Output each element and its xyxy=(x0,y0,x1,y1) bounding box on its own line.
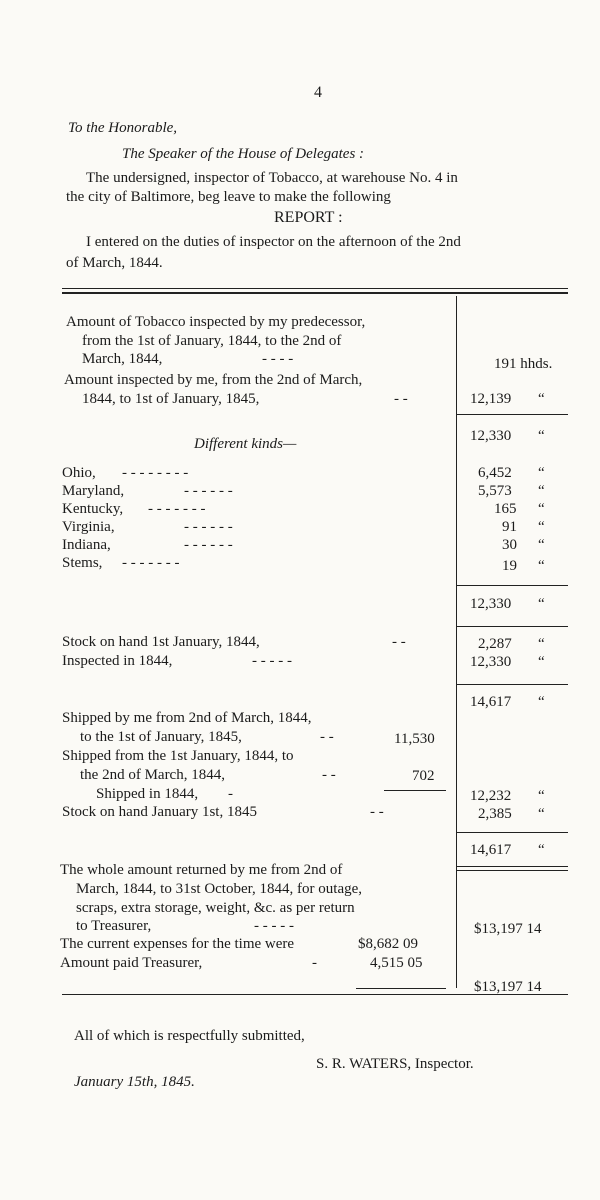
stock-end-ditto: “ xyxy=(538,806,545,822)
total-1-ditto: “ xyxy=(538,428,545,444)
kind-name: Kentucky, xyxy=(62,501,124,517)
inspected-ditto: “ xyxy=(538,654,545,670)
closing-line: All of which is respectfully submitted, xyxy=(74,1028,305,1044)
shipped-me-dots: - - xyxy=(320,729,334,745)
stock-start-label: Stock on hand 1st January, 1844, xyxy=(62,634,260,650)
total-rule-2 xyxy=(456,585,568,586)
shipped-before-value: 702 xyxy=(412,768,435,784)
subtotal-rule xyxy=(384,790,446,791)
kind-value: 165 xyxy=(494,501,517,517)
returned-dots: - - - - - xyxy=(254,918,294,934)
kind-value: 5,573 xyxy=(478,483,512,499)
kind-ditto: “ xyxy=(538,537,545,553)
kind-name: Virginia, xyxy=(62,519,115,535)
shipped-me-line-2: to the 1st of January, 1845, xyxy=(80,729,242,745)
returned-line-1: The whole amount returned by me from 2nd of xyxy=(60,862,343,878)
kinds-heading: Different kinds— xyxy=(194,436,297,452)
kind-dots: - - - - - - xyxy=(184,537,233,553)
intro-line-2: the city of Baltimore, beg leave to make the following xyxy=(66,189,391,205)
total-3-ditto: “ xyxy=(538,694,545,710)
total-3-value: 14,617 xyxy=(470,694,512,710)
predecessor-line-2: from the 1st of January, 1844, to the 2nd of xyxy=(82,333,342,349)
expenses-value: $8,682 09 xyxy=(358,936,418,952)
returned-line-4: to Treasurer, xyxy=(76,918,152,934)
kind-dots: - - - - - - - - xyxy=(122,465,189,481)
stock-start-value: 2,287 xyxy=(478,636,512,652)
kind-ditto: “ xyxy=(538,558,545,574)
inspected-value: 12,330 xyxy=(470,654,512,670)
total-rule-6b xyxy=(456,870,568,871)
top-rule-2 xyxy=(62,292,568,294)
shipped-me-value: 11,530 xyxy=(394,731,435,747)
total-2-ditto: “ xyxy=(538,596,545,612)
kind-dots: - - - - - - - xyxy=(148,501,206,517)
kind-name: Stems, xyxy=(62,555,103,571)
by-me-ditto: “ xyxy=(538,391,545,407)
kind-value: 30 xyxy=(502,537,517,553)
by-me-dots: - - xyxy=(394,391,408,407)
kind-dots: - - - - - - - xyxy=(122,555,180,571)
column-separator xyxy=(456,296,457,988)
stock-end-value: 2,385 xyxy=(478,806,512,822)
total-1-value: 12,330 xyxy=(470,428,512,444)
returned-line-3: scraps, extra storage, weight, &c. as per return xyxy=(76,900,355,916)
kind-ditto: “ xyxy=(538,519,545,535)
kind-value: 91 xyxy=(502,519,517,535)
address-line-1: To the Honorable, xyxy=(68,120,178,136)
by-me-value: 12,139 xyxy=(470,391,512,407)
shipped-total-dots: - xyxy=(228,786,233,802)
predecessor-line-3: March, 1844, xyxy=(82,351,163,367)
stock-start-dots: - - xyxy=(392,634,406,650)
intro-line-1: The undersigned, inspector of Tobacco, at warehouse No. 4 in xyxy=(86,170,458,186)
predecessor-line-1: Amount of Tobacco inspected by my predecessor, xyxy=(66,314,366,330)
paid-label: Amount paid Treasurer, xyxy=(60,955,203,971)
kind-name: Indiana, xyxy=(62,537,111,553)
predecessor-dots: - - - - xyxy=(262,351,294,367)
page-number: 4 xyxy=(314,84,322,101)
intro-line-4: of March, 1844. xyxy=(66,255,163,271)
kind-name: Maryland, xyxy=(62,483,125,499)
total-rule-5 xyxy=(456,832,568,833)
predecessor-value: 191 hhds. xyxy=(494,356,553,372)
total-rule-6a xyxy=(456,866,568,867)
stock-start-ditto: “ xyxy=(538,636,545,652)
shipped-before-dots: - - xyxy=(322,767,336,783)
stock-end-label: Stock on hand January 1st, 1845 xyxy=(62,804,257,820)
kind-ditto: “ xyxy=(538,483,545,499)
inspected-dots: - - - - - xyxy=(252,653,292,669)
final-subtotal-rule xyxy=(356,988,446,989)
address-line-2: The Speaker of the House of Delegates : xyxy=(122,146,365,162)
shipped-total-label: Shipped in 1844, xyxy=(96,786,199,802)
shipped-me-line-1: Shipped by me from 2nd of March, 1844, xyxy=(62,710,312,726)
kind-dots: - - - - - - xyxy=(184,483,233,499)
kind-ditto: “ xyxy=(538,501,545,517)
top-rule-1 xyxy=(62,288,568,289)
kind-dots: - - - - - - xyxy=(184,519,233,535)
kind-value: 6,452 xyxy=(478,465,512,481)
total-rule-3 xyxy=(456,626,568,627)
kind-name: Ohio, xyxy=(62,465,96,481)
expenses-label: The current expenses for the time were xyxy=(60,936,295,952)
shipped-total-ditto: “ xyxy=(538,788,545,804)
stock-end-dots: - - xyxy=(370,804,384,820)
returned-value: $13,197 14 xyxy=(474,921,542,937)
bottom-rule xyxy=(62,994,568,995)
by-me-line-1: Amount inspected by me, from the 2nd of March, xyxy=(64,372,363,388)
paid-dots: - xyxy=(312,955,317,971)
paid-value: 4,515 05 xyxy=(370,955,423,971)
date: January 15th, 1845. xyxy=(74,1074,195,1090)
signature: S. R. WATERS, Inspector. xyxy=(316,1056,474,1072)
report-heading: REPORT : xyxy=(274,209,343,226)
shipped-total-value: 12,232 xyxy=(470,788,512,804)
kind-value: 19 xyxy=(502,558,517,574)
kind-ditto: “ xyxy=(538,465,545,481)
by-me-line-2: 1844, to 1st of January, 1845, xyxy=(82,391,260,407)
total-4-value: 14,617 xyxy=(470,842,512,858)
total-4-ditto: “ xyxy=(538,842,545,858)
shipped-before-line-2: the 2nd of March, 1844, xyxy=(80,767,225,783)
total-rule-1 xyxy=(456,414,568,415)
returned-line-2: March, 1844, to 31st October, 1844, for outage, xyxy=(76,881,363,897)
intro-line-3: I entered on the duties of inspector on the afternoon of the 2nd xyxy=(86,234,461,250)
inspected-label: Inspected in 1844, xyxy=(62,653,173,669)
final-total-value: $13,197 14 xyxy=(474,979,542,995)
total-2-value: 12,330 xyxy=(470,596,512,612)
total-rule-4 xyxy=(456,684,568,685)
shipped-before-line-1: Shipped from the 1st January, 1844, to xyxy=(62,748,294,764)
